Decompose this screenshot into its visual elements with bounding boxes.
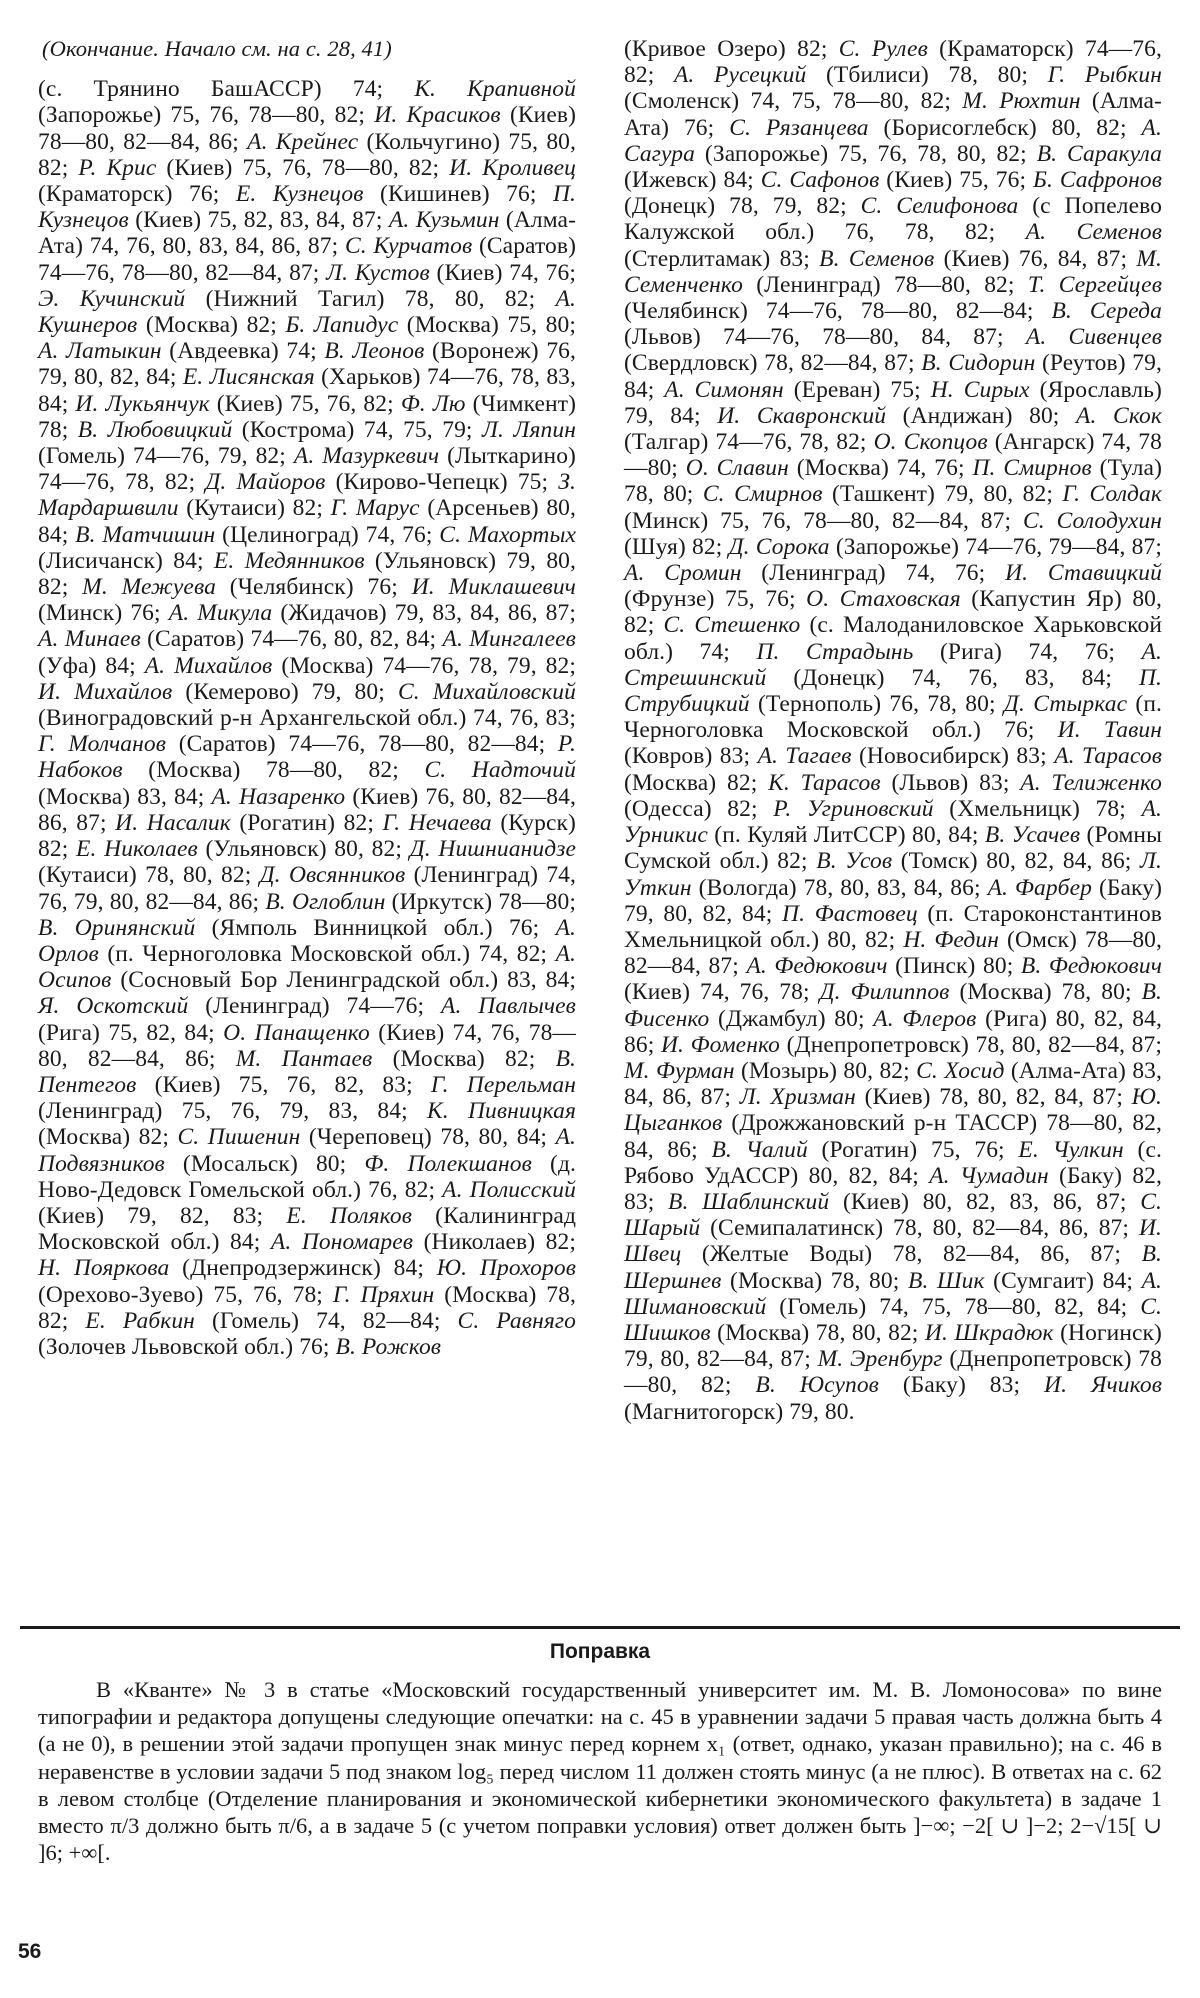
participant-name: В. Пентегов	[38, 1045, 576, 1098]
participant-name: К. Тарасов	[768, 769, 881, 796]
participant-details: (Мозырь) 80, 82;	[734, 1057, 917, 1084]
participant-name: В. Шаблинский	[668, 1188, 830, 1215]
participant-details: (Днепропетровск) 78—80, 82;	[624, 1346, 1162, 1399]
participant-name: А. Осипов	[38, 940, 576, 994]
participant-name: В. Чалий	[711, 1136, 808, 1163]
participant-name: Е. Лисянская	[182, 364, 315, 391]
participant-name: Е. Медянников	[213, 547, 365, 574]
participant-details: (Киев) 75, 76;	[879, 167, 1033, 194]
participant-details: (Калининград Московской обл.) 84;	[38, 1202, 577, 1256]
participant-name: А. Подвязников	[38, 1124, 576, 1177]
participant-name: А. Орлов	[38, 914, 576, 967]
participant-name: В. Усов	[816, 848, 893, 875]
participant-name: М. Межуева	[82, 574, 216, 601]
participant-details: (Баку) 82, 83;	[624, 1162, 1163, 1215]
participant-details: (Борисоглебск) 80, 82;	[868, 114, 1142, 141]
participant-name: Е. Чулкин	[1018, 1136, 1124, 1163]
participant-name: Н. Пояркова	[38, 1255, 170, 1282]
participant-name: П. Смирнов	[972, 455, 1092, 482]
participant-name: А. Крейнес	[247, 128, 359, 155]
participant-details: (Ленинград) 75, 76, 79, 83, 84;	[38, 1098, 428, 1125]
participant-name: Б. Лапидус	[285, 312, 399, 339]
participant-details: (Москва) 82;	[624, 769, 769, 796]
participant-details: (Свердловск) 78, 82—84, 87;	[624, 350, 922, 377]
participant-details: (Москва) 82;	[372, 1045, 556, 1072]
participant-details: (Саратов) 74—76, 78—80, 82—84;	[166, 731, 558, 758]
participant-name: Т. Сергейцев	[1027, 271, 1163, 298]
participant-details: (Ереван) 75;	[783, 376, 931, 403]
participant-details: (Саратов) 74—76, 78—80, 82—84, 87;	[38, 233, 576, 286]
participant-details: (Смоленск) 74, 75, 78—80, 82;	[624, 88, 963, 115]
participant-name: В. Федюкович	[1020, 953, 1163, 980]
participant-name: В. Рожков	[335, 1333, 442, 1360]
correction-text: В «Кванте» № 3 в статье «Московский государственный университет им. М. В. Ломоносова» по вине типографии и редактора допущены следующие опечатки: на с. 45 в уравнении задачи 5 правая часть должна быть 4 (а не 0), в решении этой задачи пропущен знак минус перед корнем x₁ (ответ, однако, указан правильно); на с. 46 в неравенстве в условии задачи 5 под знаком log₅ перед числом 11 должен стоять минус (а не плюс). В ответах на с. 62 в левом столбце (Отделение планирования и экономической кибернетики экономического факультета) в задаче 1 вместо π/3 должно быть π/6, а в задаче 5 (с учетом поправки условия) ответ должен быть ]−∞; −2[ ∪ ]−2; 2−√15[ ∪ ]6; +∞[.	[38, 1677, 1162, 1866]
participant-details: (Алма-Ата) 74, 76, 80, 83, 84, 86, 87;	[38, 207, 576, 260]
participant-name: С. Сафонов	[760, 167, 880, 194]
participant-details: (Тбилиси) 78, 80;	[806, 62, 1048, 89]
participant-details: (Днепродзержинск) 84;	[169, 1255, 437, 1282]
participant-details: (Киев) 79, 82, 83;	[38, 1202, 287, 1229]
participant-name: С. Пишенин	[177, 1124, 301, 1151]
participant-details: (Киев) 75, 76, 82, 83;	[136, 1071, 431, 1098]
participant-name: С. Рязанцева	[729, 114, 869, 141]
participant-details: (Шуя) 82;	[624, 533, 729, 560]
participant-name: В. Оринянский	[38, 914, 196, 941]
participant-name: П. Фастовец	[782, 900, 918, 927]
participant-details: (Киев) 75, 82, 83, 84, 87;	[128, 207, 389, 234]
participant-details: (Сосновый Бор Ленинградской обл.) 83, 84;	[111, 967, 576, 994]
participant-details: (Москва) 78, 80;	[721, 1267, 908, 1294]
participant-details: (Семипалатинск) 78, 80, 82—84, 86, 87;	[700, 1215, 1139, 1242]
participant-details: (Виноградовский р-н Архангельской обл.) 74, 76, 83;	[38, 705, 576, 732]
participant-name: А. Симонян	[664, 376, 784, 403]
participant-details: (Кемерово) 79, 80;	[172, 678, 398, 705]
participant-name: А. Пономарев	[270, 1229, 414, 1256]
participant-name: И. Шкрадюк	[924, 1319, 1054, 1346]
participant-details: (Одесса) 82;	[624, 795, 774, 822]
participant-name: Э. Кучинский	[38, 285, 186, 312]
participant-details: (Реутов) 79, 84;	[624, 350, 1162, 403]
participant-details: (Нижний Тагил) 78, 80, 82;	[185, 285, 556, 312]
participant-details: (Кишинев) 76;	[363, 181, 553, 208]
participant-name: А. Сивенцев	[1025, 324, 1162, 351]
participant-details: (Кольчугино) 75, 80, 82;	[38, 128, 576, 181]
participant-details: (Минск) 76;	[38, 600, 169, 627]
participant-name: А. Михайлов	[144, 652, 273, 679]
participant-details: (Рига) 75, 82, 84;	[38, 1019, 224, 1046]
participant-name: С. Шарый	[624, 1188, 1163, 1242]
participants-columns	[38, 36, 1162, 1425]
participant-name: О. Скопцов	[873, 429, 988, 456]
participant-details: (Кутаиси) 78, 80, 82;	[38, 862, 260, 889]
participant-name: Д. Овсянников	[259, 862, 406, 889]
participant-details: (Запорожье) 75, 76, 78, 80, 82;	[694, 140, 1037, 167]
right-column	[624, 36, 1162, 1425]
participant-name: В. Любовицкий	[77, 416, 233, 443]
participant-details: (Уфа) 84;	[38, 652, 145, 679]
participant-details: (Киев) 78, 80, 82, 84, 87;	[855, 1084, 1132, 1111]
participant-name: М. Фурман	[624, 1057, 735, 1084]
participant-name: И. Швец	[624, 1215, 1162, 1268]
participant-name: С. Шишков	[624, 1293, 1162, 1346]
participant-details: (Авдеевка) 74;	[161, 338, 325, 365]
participant-details: (Киев) 75, 76, 82;	[209, 390, 401, 417]
participant-name: Г. Перельман	[430, 1071, 576, 1098]
participant-details: (Ямполь Винницкой обл.) 76;	[195, 914, 556, 941]
participant-name: З. Мардаршвили	[38, 469, 576, 522]
participant-name: С. Хосид	[916, 1057, 1005, 1084]
participant-name: В. Фисенко	[624, 979, 1162, 1032]
participant-name: К. Крапивной	[414, 76, 576, 103]
participant-name: Ю. Прохоров	[436, 1255, 576, 1282]
participant-name: В. Сидорин	[921, 350, 1036, 377]
participant-details: (Краматорск) 74—76, 82;	[624, 36, 1162, 89]
participant-name: И. Ставицкий	[1005, 560, 1162, 587]
participant-details: (Золочев Львовской обл.) 76;	[38, 1333, 336, 1360]
participant-details: (Гомель) 74, 75, 78—80, 82, 84;	[766, 1293, 1141, 1320]
participant-name: А. Семенов	[1025, 219, 1162, 246]
participant-name: С. Равняго	[457, 1307, 576, 1334]
participant-details: (Рогатин) 82;	[230, 809, 383, 836]
participant-details: (Ковров) 83;	[624, 743, 758, 770]
participant-name: И. Скавронский	[717, 402, 887, 429]
participant-details: (Москва) 74—76, 78, 79, 82;	[272, 652, 577, 679]
participant-details: (Киев) 74, 76, 78;	[624, 979, 820, 1006]
participant-name: Д. Сорока	[728, 533, 830, 560]
participant-name: Н. Федин	[903, 926, 999, 953]
participant-details: (Запорожье) 75, 76, 78—80, 82;	[38, 102, 375, 129]
participant-name: Д. Нишнианидзе	[409, 836, 576, 863]
participant-details: (Чимкент) 78;	[38, 390, 577, 443]
participant-details: (Джамбул) 80;	[709, 1005, 874, 1032]
participant-details: (Рогатин) 75, 76;	[807, 1136, 1019, 1163]
participant-name: С. Махортых	[439, 521, 577, 548]
participant-name: Ю. Цыганков	[624, 1084, 1162, 1137]
participant-details: (Москва) 78—80, 82;	[122, 757, 425, 784]
participant-details: (Лыткарино) 74—76, 78, 82;	[38, 443, 576, 496]
participant-details: (Курск) 82;	[38, 809, 576, 863]
participant-name: И. Тавин	[1057, 717, 1162, 744]
participant-details: (Гомель) 74, 82—84;	[194, 1307, 458, 1334]
participant-name: В. Юсупов	[755, 1372, 879, 1399]
entry-text	[624, 36, 1162, 1425]
participant-details: (с Попелево Калужской обл.) 76, 78, 82;	[624, 193, 1162, 246]
participant-name: И. Лукьянчук	[75, 390, 210, 417]
participant-name: Л. Кустов	[326, 259, 430, 286]
participant-name: К. Пивницкая	[427, 1098, 577, 1125]
participant-details: (Воронеж) 76, 79, 80, 82, 84;	[38, 338, 577, 391]
participant-details: (Тернополь) 76, 78, 80;	[749, 691, 1004, 718]
participant-name: С. Смирнов	[702, 481, 823, 508]
participant-name: А. Шимановский	[624, 1267, 1162, 1320]
participant-name: И. Ячиков	[1044, 1372, 1163, 1399]
participant-details: (Фрунзе) 75, 76;	[624, 586, 807, 613]
participant-details: (Кирово-Чепецк) 75;	[325, 469, 559, 496]
participant-details: (Киев) 76, 84, 87;	[934, 245, 1137, 272]
participant-details: (Рига) 80, 82, 84, 86;	[624, 1005, 1162, 1058]
participant-details: (Орехово-Зуево) 75, 76, 78;	[38, 1281, 333, 1308]
participant-details: (п. Черноголовка Московской обл.) 74, 82;	[98, 940, 556, 967]
participant-details: (Киев) 76, 80, 82—84, 86, 87;	[38, 783, 576, 836]
participant-name: Г. Марус	[330, 495, 420, 522]
participant-name: С. Солодухин	[1022, 507, 1162, 534]
participant-name: В. Матчишин	[75, 521, 216, 548]
participant-name: Л. Хризман	[739, 1084, 856, 1111]
participant-details: (Челябинск) 74—76, 78—80, 82—84;	[624, 298, 1052, 325]
left-column	[38, 36, 576, 1425]
participant-name: А. Сагура	[624, 114, 1162, 167]
participant-name: И. Кроливец	[449, 154, 576, 181]
participant-name: А. Назаренко	[211, 783, 346, 810]
participant-details: (Николаев) 82;	[413, 1229, 577, 1256]
participant-details: (Баку) 79, 80, 82, 84;	[624, 874, 1162, 927]
participant-name: В. Семенов	[819, 245, 935, 272]
participant-name: Е. Кузнецов	[235, 181, 364, 208]
participant-name: В. Шик	[907, 1267, 985, 1294]
participant-name: Г. Молчанов	[38, 731, 167, 758]
participant-details: (Томск) 80, 82, 84, 86;	[892, 848, 1141, 875]
participant-details: (Москва) 78, 80;	[949, 979, 1142, 1006]
participant-name: Ф. Лю	[400, 390, 466, 417]
participant-name: И. Красиков	[374, 102, 501, 129]
participant-name: А. Тагаев	[757, 743, 852, 770]
participant-name: А. Латыкин	[38, 338, 162, 365]
participant-details: (Жидачов) 79, 83, 84, 86, 87;	[272, 600, 577, 627]
participant-name: Г. Пряхин	[332, 1281, 435, 1308]
participant-details: (Москва) 75, 80;	[398, 312, 576, 339]
participant-details: (Саратов) 74—76, 80, 82, 84;	[140, 626, 443, 653]
participant-details: (Ромны Сумской обл.) 82;	[624, 822, 1162, 875]
participant-details: (Москва) 74, 76;	[788, 455, 973, 482]
participant-name: Г. Нечаева	[382, 809, 492, 836]
participant-name: Я. Оскотский	[38, 993, 189, 1020]
participant-details: (Дрожжановский р-н ТАССР) 78—80, 82, 84, 86;	[624, 1110, 1162, 1163]
participant-details: (Львов) 74—76, 78—80, 84, 87;	[624, 324, 1026, 351]
participant-name: Е. Поляков	[286, 1202, 413, 1229]
participant-details: (Ульяновск) 79, 80, 82;	[38, 547, 576, 601]
participant-details: (Баку) 83;	[878, 1372, 1045, 1399]
participant-details: (с. Трянино БашАССР) 74;	[38, 76, 415, 103]
participant-details: (Ленинград) 74, 76;	[741, 560, 1006, 587]
participant-name: И. Миклашевич	[411, 574, 576, 601]
participant-name: Н. Сирых	[930, 376, 1030, 403]
participant-details: (Череповец) 78, 80, 84;	[300, 1124, 556, 1151]
participant-name: И. Фоменко	[660, 1031, 781, 1058]
participant-name: С. Стешенко	[663, 612, 801, 639]
participant-details: (Андижан) 80;	[886, 402, 1077, 429]
participant-name: П. Страдынь	[756, 638, 914, 665]
participant-details: (Магнитогорск) 79, 80.	[624, 1398, 855, 1425]
participant-details: (Киев) 75, 76, 78—80, 82;	[156, 154, 450, 181]
participant-details: (Ногинск) 79, 80, 82—84, 87;	[624, 1319, 1162, 1373]
participant-name: Д. Филиппов	[819, 979, 950, 1006]
participant-details: (Москва) 78, 80, 82;	[710, 1319, 925, 1346]
participant-name: А. Федюкович	[746, 953, 888, 980]
participant-name: А. Минаев	[38, 626, 141, 653]
participant-details: (Алма-Ата) 83, 84, 86, 87;	[624, 1057, 1162, 1111]
participant-name: А. Фарбер	[987, 874, 1092, 901]
participant-details: (Пинск) 80;	[887, 953, 1021, 980]
participant-details: (п. Черноголовка Московской обл.) 76;	[624, 691, 1162, 744]
correction-section	[38, 1640, 1162, 1866]
participant-name: А. Чумадин	[929, 1162, 1049, 1189]
participant-details: (Кутаиси) 82;	[178, 495, 331, 522]
participant-details: (Киев) 80, 82, 83, 86, 87;	[829, 1188, 1141, 1215]
participant-name: М. Пантаев	[235, 1045, 373, 1072]
participant-name: Л. Ляпин	[482, 416, 576, 443]
participant-name: П. Струбицкий	[624, 664, 1162, 718]
participant-name: А. Скок	[1076, 402, 1162, 429]
participant-name: О. Славин	[685, 455, 789, 482]
participant-details: (Стерлитамак) 83;	[624, 245, 820, 272]
participant-details: (Донецк) 74, 76, 83, 84;	[766, 664, 1139, 691]
participant-details: (Мосальск) 80;	[164, 1150, 365, 1177]
participant-name: А. Павлычев	[441, 993, 576, 1020]
participant-name: Л. Уткин	[624, 848, 1163, 901]
participant-details: (Ташкент) 79, 80, 82;	[822, 481, 1063, 508]
participant-name: А. Мингалеев	[442, 626, 576, 653]
participant-name: С. Надточий	[424, 757, 576, 784]
section-divider	[20, 1626, 1180, 1629]
participant-name: Е. Рабкин	[85, 1307, 195, 1334]
participant-name: Д. Майоров	[205, 469, 326, 496]
participant-name: Г. Рыбкин	[1047, 62, 1162, 89]
participant-details: (Новосибирск) 83;	[851, 743, 1055, 770]
participant-name: Б. Сафронов	[1032, 167, 1162, 194]
participant-name: А. Стрешинский	[624, 638, 1162, 691]
participant-name: Р. Крис	[78, 154, 157, 181]
participant-details: (Ижевск) 84;	[624, 167, 761, 194]
participant-details: (Арсеньев) 80, 84;	[38, 495, 576, 548]
participant-name: А. Сромин	[624, 560, 742, 587]
participant-name: А. Микула	[168, 600, 273, 627]
participant-name: М. Семенченко	[624, 245, 1162, 298]
participant-details: (Львов) 83;	[880, 769, 1021, 796]
participant-details: (Киев) 78—80, 82—84, 86;	[38, 102, 576, 155]
participant-name: В. Саракула	[1036, 140, 1162, 167]
participant-details: (Челябинск) 76;	[215, 574, 412, 601]
participant-details: (Вологда) 78, 80, 83, 84, 86;	[691, 874, 988, 901]
participant-details: (Омск) 78—80, 82—84, 87;	[624, 926, 1162, 980]
participant-details: (Гомель) 74—76, 79, 82;	[38, 443, 294, 470]
participant-details: (д. Ново-Дедовск Гомельской обл.) 76, 82;	[38, 1150, 576, 1203]
participant-details: (Целиноград) 74, 76;	[215, 521, 440, 548]
participant-details: (Ленинград) 74—76;	[188, 993, 441, 1020]
participant-name: И. Насалик	[115, 809, 231, 836]
participant-name: М. Рюхтин	[962, 88, 1081, 115]
page-number: 56	[18, 1940, 42, 1963]
continuation-note: (Окончание. Начало см. на с. 28, 41)	[42, 36, 392, 61]
participant-name: А. Мазуркевич	[293, 443, 440, 470]
entry-text	[38, 76, 576, 1360]
participant-details: (Москва) 82;	[137, 312, 286, 339]
participant-name: И. Михайлов	[38, 678, 173, 705]
participant-details: (с. Малоданиловское Харьковской обл.) 74;	[624, 612, 1163, 665]
participant-name: А. Кузьмин	[388, 207, 500, 234]
participant-name: Г. Солдак	[1062, 481, 1162, 508]
participant-details: (Днепропетровск) 78, 80, 82—84, 87;	[780, 1031, 1162, 1058]
participant-details: (Ульяновск) 80, 82;	[197, 836, 410, 863]
participant-details: (Ангарск) 74, 78—80;	[624, 429, 1162, 482]
participant-name: А. Урникис	[624, 795, 1162, 849]
participant-details: (п. Староконстантинов Хмельницкой обл.) 80, 82;	[624, 900, 1162, 953]
participant-name: М. Эренбург	[817, 1346, 943, 1373]
participant-details: (Ленинград) 78—80, 82;	[742, 271, 1028, 298]
participant-name: В. Середа	[1051, 298, 1162, 325]
participant-details: (Запорожье) 74—76, 79—84, 87;	[829, 533, 1162, 560]
participant-details: (Москва) 78, 82;	[38, 1281, 576, 1334]
participant-details: (Желтые Воды) 78, 82—84, 86, 87;	[681, 1241, 1142, 1268]
participant-details: (Ярославль) 79, 84;	[624, 376, 1162, 429]
correction-title: Поправка	[549, 1640, 651, 1663]
participant-name: О. Панащенко	[223, 1019, 370, 1046]
participant-name: А. Телиженко	[1020, 769, 1162, 796]
participant-name: П. Кузнецов	[38, 181, 576, 234]
participant-name: С. Селифонова	[860, 193, 1019, 220]
participant-details: (Лисичанск) 84;	[38, 547, 214, 574]
participant-details: (Алма-Ата) 76;	[624, 88, 1162, 141]
participant-details: (Донецк) 78, 79, 82;	[624, 193, 861, 220]
participant-name: В. Шершнев	[624, 1241, 1162, 1294]
participant-name: А. Полисский	[442, 1176, 577, 1203]
participant-name: А. Кушнеров	[38, 285, 576, 339]
participant-details: (Киев) 74, 76;	[429, 259, 576, 286]
participant-details: (Москва) 82;	[38, 1124, 178, 1151]
participant-details: (Краматорск) 76;	[38, 181, 236, 208]
participant-details: (с. Рябово УдАССР) 80, 82, 84;	[624, 1136, 1162, 1189]
participant-name: В. Усачев	[984, 822, 1081, 849]
participant-name: А. Тарасов	[1054, 743, 1162, 770]
participant-name: А. Русецкий	[673, 62, 807, 89]
participant-name: Е. Николаев	[76, 836, 198, 863]
participant-name: В. Леонов	[324, 338, 425, 365]
participant-details: (Киев) 74, 76, 78—80, 82—84, 86;	[38, 1019, 577, 1072]
participant-details: (Рига) 74, 76;	[913, 638, 1142, 665]
participant-details: (Москва) 83, 84;	[38, 783, 212, 810]
participant-name: С. Рулев	[838, 36, 928, 62]
participant-details: (п. Куляй ЛитССР) 80, 84;	[707, 822, 985, 849]
participant-name: В. Оглоблин	[265, 888, 386, 915]
participant-details: (Тула) 78, 80;	[624, 455, 1162, 508]
participant-details: (Минск) 75, 76, 78—80, 82—84, 87;	[624, 507, 1023, 534]
participant-details: (Иркутск) 78—80;	[385, 888, 576, 915]
participant-name: О. Стаховская	[806, 586, 961, 613]
participant-name: Р. Угриновский	[773, 795, 934, 822]
participant-name: Р. Набоков	[38, 731, 576, 784]
participant-details: (Капустин Яр) 80, 82;	[624, 586, 1162, 639]
participant-name: С. Курчатов	[344, 233, 473, 260]
participant-name: Д. Стыркас	[1003, 691, 1128, 718]
participant-details: (Харьков) 74—76, 78, 83, 84;	[38, 364, 576, 417]
participant-name: Ф. Полекшанов	[364, 1150, 532, 1177]
participant-details: (Талгар) 74—76, 78, 82;	[624, 429, 874, 456]
participant-name: С. Михайловский	[397, 678, 576, 705]
participant-name: А. Флеров	[873, 1005, 977, 1032]
participant-details: (Кривое Озеро) 82;	[624, 36, 839, 62]
participant-details: (Сумгаит) 84;	[984, 1267, 1142, 1294]
participant-details: (Кострома) 74, 75, 79;	[232, 416, 483, 443]
participant-details: (Ленинград) 74, 76, 79, 80, 82—84, 86;	[38, 862, 576, 915]
participant-details: (Хмельницк) 78;	[933, 795, 1142, 822]
